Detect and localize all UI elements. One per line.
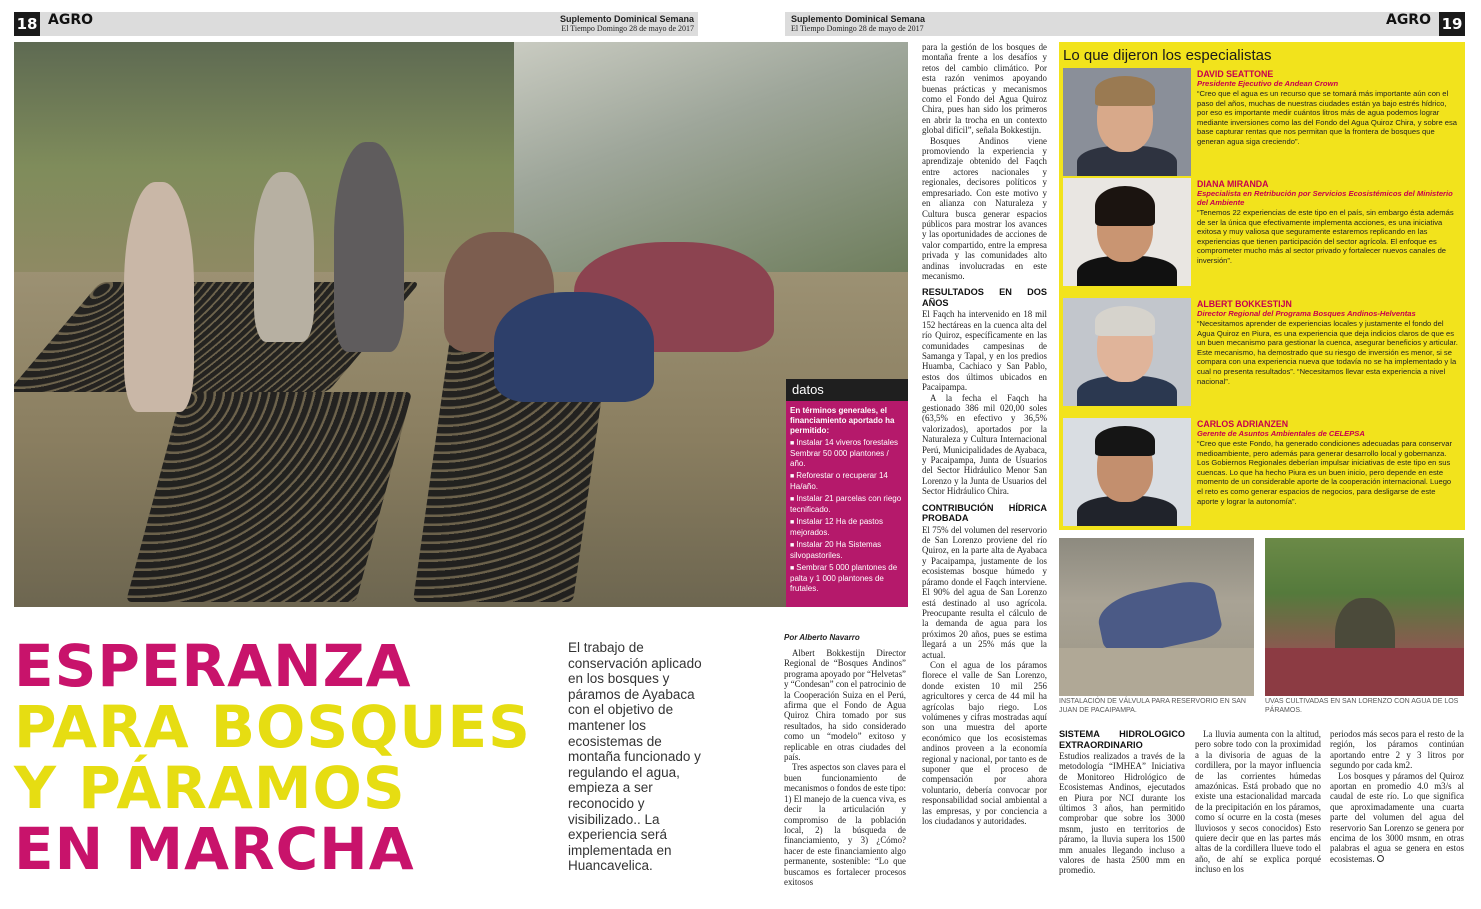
- photo-hillside: [514, 42, 908, 272]
- paragraph: Tres aspectos son claves para el buen funcionamiento de mecanismos o fondos de este tipo: 1) El manejo de la cuenca viva, es decir la articulación y compromiso de la población local, 2) la búsqueda de financiamiento, y 3) ¿Cómo? hacer de este financiamiento algo permanente, sostenible: “Lo que buscamos es fortalecer procesos exitosos: [784, 762, 907, 887]
- headline: [14, 632, 554, 883]
- photo-caption-1: INSTALACIÓN DE VÁLVULA PARA RESERVORIO EN SAN JUAN DE PACAIPAMPA.: [1059, 698, 1246, 714]
- page-header-right: [785, 12, 1465, 36]
- paragraph-text: Los bosques y páramos del Quiroz aportan en promedio 4.0 m3/s al caudal de este río. Lo que significa que aproximadamente una cuarta parte del volumen del agua del reservorio San Lorenzo se genera por encima de los 3000 msnm, en otras palabras el agua se genera en estos ecosistemas.: [1330, 770, 1464, 864]
- end-of-article-icon: [1377, 855, 1384, 862]
- specialist-entry: [1063, 178, 1461, 292]
- specialist-photo: [1063, 298, 1191, 406]
- specialist-entry: [1063, 68, 1461, 182]
- specialist-quote: “Tenemos 22 experiencias de este tipo en el país, sin embargo ésta además de ser la única que efectivamente implementa acciones, es una iniciativa exitosa y muy valiosa que seguramente estaremos replicando en las experiencias que tienen participación del sector agrícola. El enfoque es comprometer mucho más al sector privado y fortalecer nuevos canales de inversión”.: [1197, 208, 1454, 265]
- paragraph: Con el agua de los páramos florece el valle de San Lorenzo, donde existen 10 mil 256 agricultores y cerca de 44 mil ha agrícolas bajo riego. Los volúmenes y cifras mostradas aquí son una muestra del aporte económico que los ecosistemas andinos proveen a la economía regional y nacional, por tanto es de suponer que el proceso de compensación por ahora voluntario, debería convocar por responsabilidad social ambiental a las empresas, y por conciencia a los ciudadanos y autoridades.: [922, 659, 1047, 827]
- datos-list: [786, 438, 908, 594]
- specialist-role: Especialista en Retribución por Servicios Ecosistémicos del Ministerio del Ambiente: [1197, 189, 1453, 207]
- specialist-quote: “Creo que el agua es un recurso que se tomará más importante aún con el paso del años, muchas de nuestras ciudades están ya bajo estrés hídrico, por eso es importante medir cuántos litros más de agua podemos lograr mediante inversiones como las del Fondo del Agua Quiroz Chira, y sobre esa base capturar rentas que nos permitan que la frontera de bosques que generan agua siga creciendo”.: [1197, 89, 1458, 146]
- photo-hair: [1095, 186, 1155, 226]
- headline-line-2: PARA BOSQUES: [14, 693, 531, 761]
- paragraph: Estudios realizados a través de la metodología “IMHEA” Iniciativa de Monitoreo Hidrológico de Ecosistemas Andinos, ejecutados en Piura por NCI durante los últimos 3 años, han permitido comprobar que sobre los 3000 msnm, justo en territorios de páramo, la lluvia supera los 1500 mm anuales llegando incluso a valores de hasta 2500 mm en promedio.: [1059, 751, 1185, 876]
- edition-date-left: El Tiempo Domingo 28 de mayo de 2017: [561, 24, 694, 33]
- photo-ground: [1059, 648, 1254, 696]
- paragraph: Bosques Andinos viene promoviendo la experiencia y aprendizaje obtenido del Faqch entre actores nacionales y regionales, decisores políticos y empresariado. Con este motivo y en alianza con Naturaleza y Cultura busca generar espacios públicos para mostrar los avances y las oportunidades de acciones de valor compartido, entre la empresa privada y las comunidades alto andinas involucradas en este mecanismo.: [922, 135, 1047, 281]
- supplement-info-left: [560, 14, 694, 34]
- photo-person: [124, 182, 194, 412]
- article-column-4: [1195, 729, 1321, 899]
- specialist-entry: [1063, 298, 1461, 412]
- specialists-box: [1059, 42, 1465, 530]
- datos-intro: En términos generales, el financiamiento aportado ha permitido:: [790, 406, 895, 435]
- paragraph: periodos más secos para el resto de la región, los páramos continúan aportando entre 2 y 3 litros por segundo por cada km2.: [1330, 729, 1464, 771]
- photo-grape-boxes: [1265, 648, 1464, 696]
- paragraph: Albert Bokkestijn Director Regional de “Bosques Andinos” programa apoyado por “Helvetas” y “Condesan” con el patrocinio de la Cooperación Suiza en el Perú, afirma que el Fondo de Agua Quiroz Chira tomado por sus resultados, ha sido considerado como un “modelo” exitoso y replicable en otras ciudades del país.: [784, 648, 906, 763]
- specialist-quote: “Creo que este Fondo, ha generado condiciones adecuadas para conservar medioambiente, pero además para generar desarrollo local y gobernanza. Los Gobiernos Regionales deberían impulsar iniciativas de este tipo en sus cuencas. Lo que ha hecho Piura es un buen inicio, pero depende en este momento de un considerable aporte de la cooperación internacional. Luego el reto es como generar espacios de negocios, para desligarse de este aporte y lograr la autonomía”.: [1197, 439, 1452, 506]
- specialist-photo: [1063, 178, 1191, 286]
- page-header-left: [14, 12, 698, 36]
- photo-hair: [1095, 426, 1155, 456]
- article-column-5: [1330, 729, 1464, 899]
- specialist-name: DAVID SEATTONE: [1197, 69, 1274, 79]
- specialist-photo: [1063, 418, 1191, 526]
- paragraph: El Faqch ha intervenido en 18 mil 152 hectáreas en la cuenca alta del río Quiroz, específicamente en las comunidades campesinas de Samanga y Tapal, y en los predios Huamba, Cachiaco y San Pablo, estos dos últimos ubicados en Pacaipampa.: [922, 309, 1047, 393]
- subheading-sistema: SISTEMA HIDROLOGICO EXTRAORDINARIO: [1059, 729, 1185, 750]
- supplement-info-right: [791, 14, 925, 34]
- photo-valve-installation: [1059, 538, 1254, 696]
- datos-item: ■ Instalar 14 viveros forestales Sembrar 50 000 plantones / año.: [790, 438, 904, 469]
- datos-box: [786, 379, 908, 607]
- specialist-name: DIANA MIRANDA: [1197, 179, 1269, 189]
- datos-item: ■ Instalar 21 parcelas con riego tecnificado.: [790, 494, 904, 515]
- headline-line-3: Y PÁRAMOS: [14, 754, 406, 822]
- datos-title: datos: [786, 379, 908, 401]
- paragraph: El 75% del volumen del reservorio de San Lorenzo proviene del río Quiroz, en la parte alta de Ayabaca y Pacaipampa, justamente de los ecosistemas bosque húmedo y páramo donde el Faqch interviene. El 90% del agua de San Lorenzo está destinado al uso agrícola. Preocupante resulta el cálculo de la demanda de agua para los próximos 20 años, pues se estima llegará a un 25% más que la actual.: [922, 524, 1047, 660]
- headline-line-1: ESPERANZA: [14, 632, 412, 700]
- specialist-name: ALBERT BOKKESTIJN: [1197, 299, 1292, 309]
- specialist-quote: “Necesitamos aprender de experiencias locales y justamente el fondo del Agua Quiroz en Piura, es una experiencia que deja indicios claros de que es un buen mecanismo para gestionar la cuenca, asegurar beneficios y articular. Este mecanismo, ha demostrado que su riesgo de inversión es menor, si se compara con una experiencia nueva que todavía no se ha implementado y la cual no presenta resultados”. “Necesitamos llevar esta experiencia a nivel nacional”.: [1197, 319, 1458, 386]
- photo-person: [494, 292, 654, 402]
- specialists-title: Lo que dijeron los especialistas: [1063, 47, 1272, 64]
- section-label-left: AGRO: [48, 12, 94, 28]
- paragraph: A la fecha el Faqch ha gestionado 386 mil 020,00 soles (63,5% en efectivo y 36,5% valorizados), aportados por la Naturaleza y Cultura Internacional Perú, Municipalidades de Ayabaca, y Pacaipampa, Junta de Usuarios del Sector Hidráulico Menor San Lorenzo y la Junta de Usuarios del Sector Hidráulico Chira.: [922, 392, 1047, 497]
- specialist-entry: [1063, 418, 1461, 532]
- page-number-right: 19: [1439, 12, 1465, 36]
- photo-hair: [1095, 76, 1155, 106]
- article-column-2: [922, 42, 1047, 902]
- article-deck: El trabajo de conservación aplicado en los bosques y páramos de Ayabaca con el objetivo de mantener los ecosistemas de montaña funcionado y regulando el agua, empieza a ser reconocido y visibilizado.. La experiencia será implementada en Huancavelica.: [568, 640, 702, 874]
- specialist-role: Director Regional del Programa Bosques Andinos-Helventas: [1197, 309, 1416, 318]
- photo-person: [334, 142, 404, 352]
- datos-item: ■ Sembrar 5 000 plantones de palta y 1 000 plantones de frutales.: [790, 563, 904, 594]
- paragraph: La lluvia aumenta con la altitud, pero sobre todo con la proximidad a la divisoria de aguas de la cordillera, por la mayor influencia de las corrientes húmedas amazónicas. Está probado que no existe una estacionalidad marcada de la precipitación en los páramos, como sí ocurre en la costa (meses lluviosos y secos conocidos) Esto quiere decir que en las partes más altas de la cordillera llueve todo el año, de ahí se explica porqué incluso en los: [1195, 729, 1321, 875]
- specialist-photo: [1063, 68, 1191, 176]
- photo-grapes-vineyard: [1265, 538, 1464, 696]
- specialist-name: CARLOS ADRIANZEN: [1197, 419, 1289, 429]
- specialist-role: Gerente de Asuntos Ambientales de CELEPSA: [1197, 429, 1365, 438]
- supplement-title-left: Suplemento Dominical Semana: [559, 14, 694, 24]
- paragraph: para la gestión de los bosques de montaña frente a los desafíos y retos del cambio climático. Por esta razón venimos apoyando buenas prácticas y mecanismos como el Fondo del Agua Quiroz Chira, pues han sido los primeros en abrir la trocha en un contexto global difícil”, señala Bokkestijn.: [922, 42, 1047, 136]
- photo-hair: [1095, 306, 1155, 336]
- byline: Por Alberto Navarro: [784, 633, 860, 642]
- article-column-1: [784, 648, 906, 898]
- main-photo-farmers-nursery: [14, 42, 908, 607]
- subheading-resultados: RESULTADOS EN DOS AÑOS: [922, 287, 1047, 308]
- section-label-right: AGRO: [1385, 12, 1431, 28]
- photo-person: [254, 172, 314, 342]
- datos-item: ■ Reforestar o recuperar 14 Ha/año.: [790, 471, 904, 492]
- datos-item: ■ Instalar 12 Ha de pastos mejorados.: [790, 517, 904, 538]
- article-column-3: [1059, 729, 1185, 899]
- supplement-title-right: Suplemento Dominical Semana: [791, 14, 926, 24]
- edition-date-right: El Tiempo Domingo 28 de mayo de 2017: [791, 24, 924, 33]
- paragraph: [1330, 771, 1464, 865]
- page-number-left: 18: [14, 12, 40, 36]
- headline-line-4: EN MARCHA: [14, 815, 415, 883]
- specialist-role: Presidente Ejecutivo de Andean Crown: [1197, 79, 1339, 88]
- photo-caption-2: UVAS CULTIVADAS EN SAN LORENZO CON AGUA DE LOS PÁRAMOS.: [1265, 698, 1459, 714]
- subheading-contribucion: CONTRIBUCIÓN HÍDRICA PROBADA: [922, 502, 1047, 524]
- datos-item: ■ Instalar 20 Ha Sistemas silvopastoriles.: [790, 540, 904, 561]
